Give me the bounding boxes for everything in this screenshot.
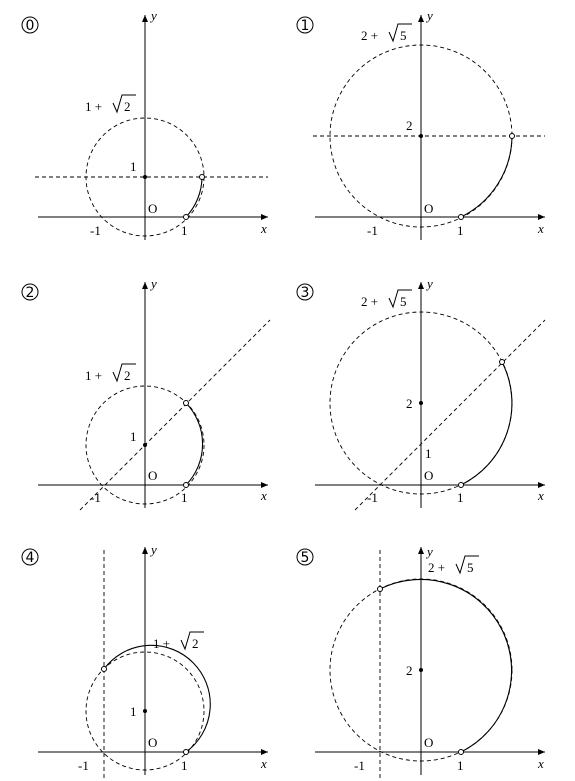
y-axis-arrow (418, 547, 424, 554)
panel-0 (22, 8, 268, 240)
svg-text:5: 5 (467, 560, 474, 575)
svg-text:2: 2 (124, 99, 131, 114)
origin-label: O (148, 468, 158, 483)
panel-number: 3 (300, 285, 310, 301)
center-label: 1 (130, 159, 137, 174)
panel-number: 1 (300, 18, 310, 34)
panel-number: 5 (300, 550, 310, 566)
center-point (419, 401, 423, 405)
radius-label (153, 632, 204, 651)
tick-label-neg-1: -1 (90, 223, 101, 238)
center-label: 1 (130, 429, 137, 444)
open-point (510, 134, 515, 139)
svg-text:1 +: 1 + (153, 636, 171, 651)
x-axis-arrow (261, 214, 268, 220)
radius-label (428, 556, 479, 575)
origin-label: O (148, 201, 158, 216)
y-intercept-label: 1 (425, 446, 432, 461)
tick-label-neg-1: -1 (78, 758, 89, 773)
y-axis-label: y (151, 276, 157, 291)
center-point (419, 134, 423, 138)
center-label: 2 (406, 118, 413, 133)
tick-label-neg-1: -1 (354, 758, 365, 773)
open-point (184, 750, 189, 755)
center-label: 2 (406, 663, 413, 678)
solid-arc (186, 403, 203, 485)
solid-arc (186, 177, 202, 217)
y-axis-arrow (418, 282, 424, 289)
open-point (378, 587, 383, 592)
radius-label (85, 95, 136, 114)
x-axis-label: x (538, 488, 544, 503)
svg-text:2: 2 (124, 368, 131, 383)
center-point (143, 709, 147, 713)
dashed-diagonal-line (355, 320, 545, 510)
open-point (200, 175, 205, 180)
open-point (459, 750, 464, 755)
open-point (184, 483, 189, 488)
center-point (143, 175, 147, 179)
tick-label-1: 1 (181, 490, 188, 505)
dashed-diagonal-line (80, 320, 270, 510)
panel-number: 2 (25, 285, 35, 301)
svg-text:1 +: 1 + (85, 368, 103, 383)
svg-text:5: 5 (400, 294, 407, 309)
center-label: 2 (406, 396, 413, 411)
origin-label: O (424, 201, 434, 216)
solid-arc (380, 579, 512, 752)
panel-5 (297, 544, 545, 781)
open-point (184, 401, 189, 406)
tick-label-neg-1: -1 (367, 490, 378, 505)
radius-label (361, 290, 412, 309)
y-axis-label: y (427, 276, 433, 291)
svg-text:2 +: 2 + (361, 28, 379, 43)
svg-text:2 +: 2 + (361, 294, 379, 309)
y-axis-label: y (151, 542, 157, 557)
tick-label-1: 1 (457, 758, 464, 773)
y-axis-arrow (418, 15, 424, 22)
tick-label-1: 1 (457, 490, 464, 505)
x-axis-label: x (538, 221, 544, 236)
origin-label: O (424, 468, 434, 483)
panel-1 (297, 8, 545, 240)
open-point (459, 483, 464, 488)
radius-label (361, 24, 412, 43)
radius-label (85, 364, 136, 383)
panel-number: 4 (25, 550, 35, 566)
y-axis-arrow (142, 547, 148, 554)
origin-label: O (148, 735, 158, 750)
svg-text:1 +: 1 + (85, 99, 103, 114)
y-axis-label: y (427, 8, 433, 23)
x-axis-arrow (538, 749, 545, 755)
svg-text:2 +: 2 + (428, 560, 446, 575)
svg-text:5: 5 (400, 28, 407, 43)
x-axis-label: x (261, 756, 267, 771)
tick-label-neg-1: -1 (90, 490, 101, 505)
panel-3 (297, 276, 545, 510)
open-point (102, 667, 107, 672)
y-axis-label: y (427, 544, 433, 559)
panel-number: 0 (25, 18, 35, 34)
center-label: 1 (130, 704, 137, 719)
open-point (500, 360, 505, 365)
panel-4 (22, 542, 268, 781)
origin-label: O (424, 735, 434, 750)
open-point (184, 215, 189, 220)
center-point (419, 668, 423, 672)
x-axis-arrow (538, 214, 545, 220)
x-axis-label: x (538, 756, 544, 771)
tick-label-neg-1: -1 (367, 223, 378, 238)
svg-text:2: 2 (192, 636, 199, 651)
open-point (459, 215, 464, 220)
tick-label-1: 1 (181, 758, 188, 773)
tick-label-1: 1 (181, 223, 188, 238)
solid-arc (461, 362, 512, 485)
x-axis-arrow (261, 749, 268, 755)
center-point (143, 443, 147, 447)
panel-2 (22, 276, 270, 510)
solid-arc (461, 136, 512, 217)
x-axis-label: x (261, 221, 267, 236)
y-axis-arrow (142, 282, 148, 289)
tick-label-1: 1 (457, 223, 464, 238)
x-axis-label: x (261, 488, 267, 503)
y-axis-label: y (151, 8, 157, 23)
y-axis-arrow (142, 15, 148, 22)
